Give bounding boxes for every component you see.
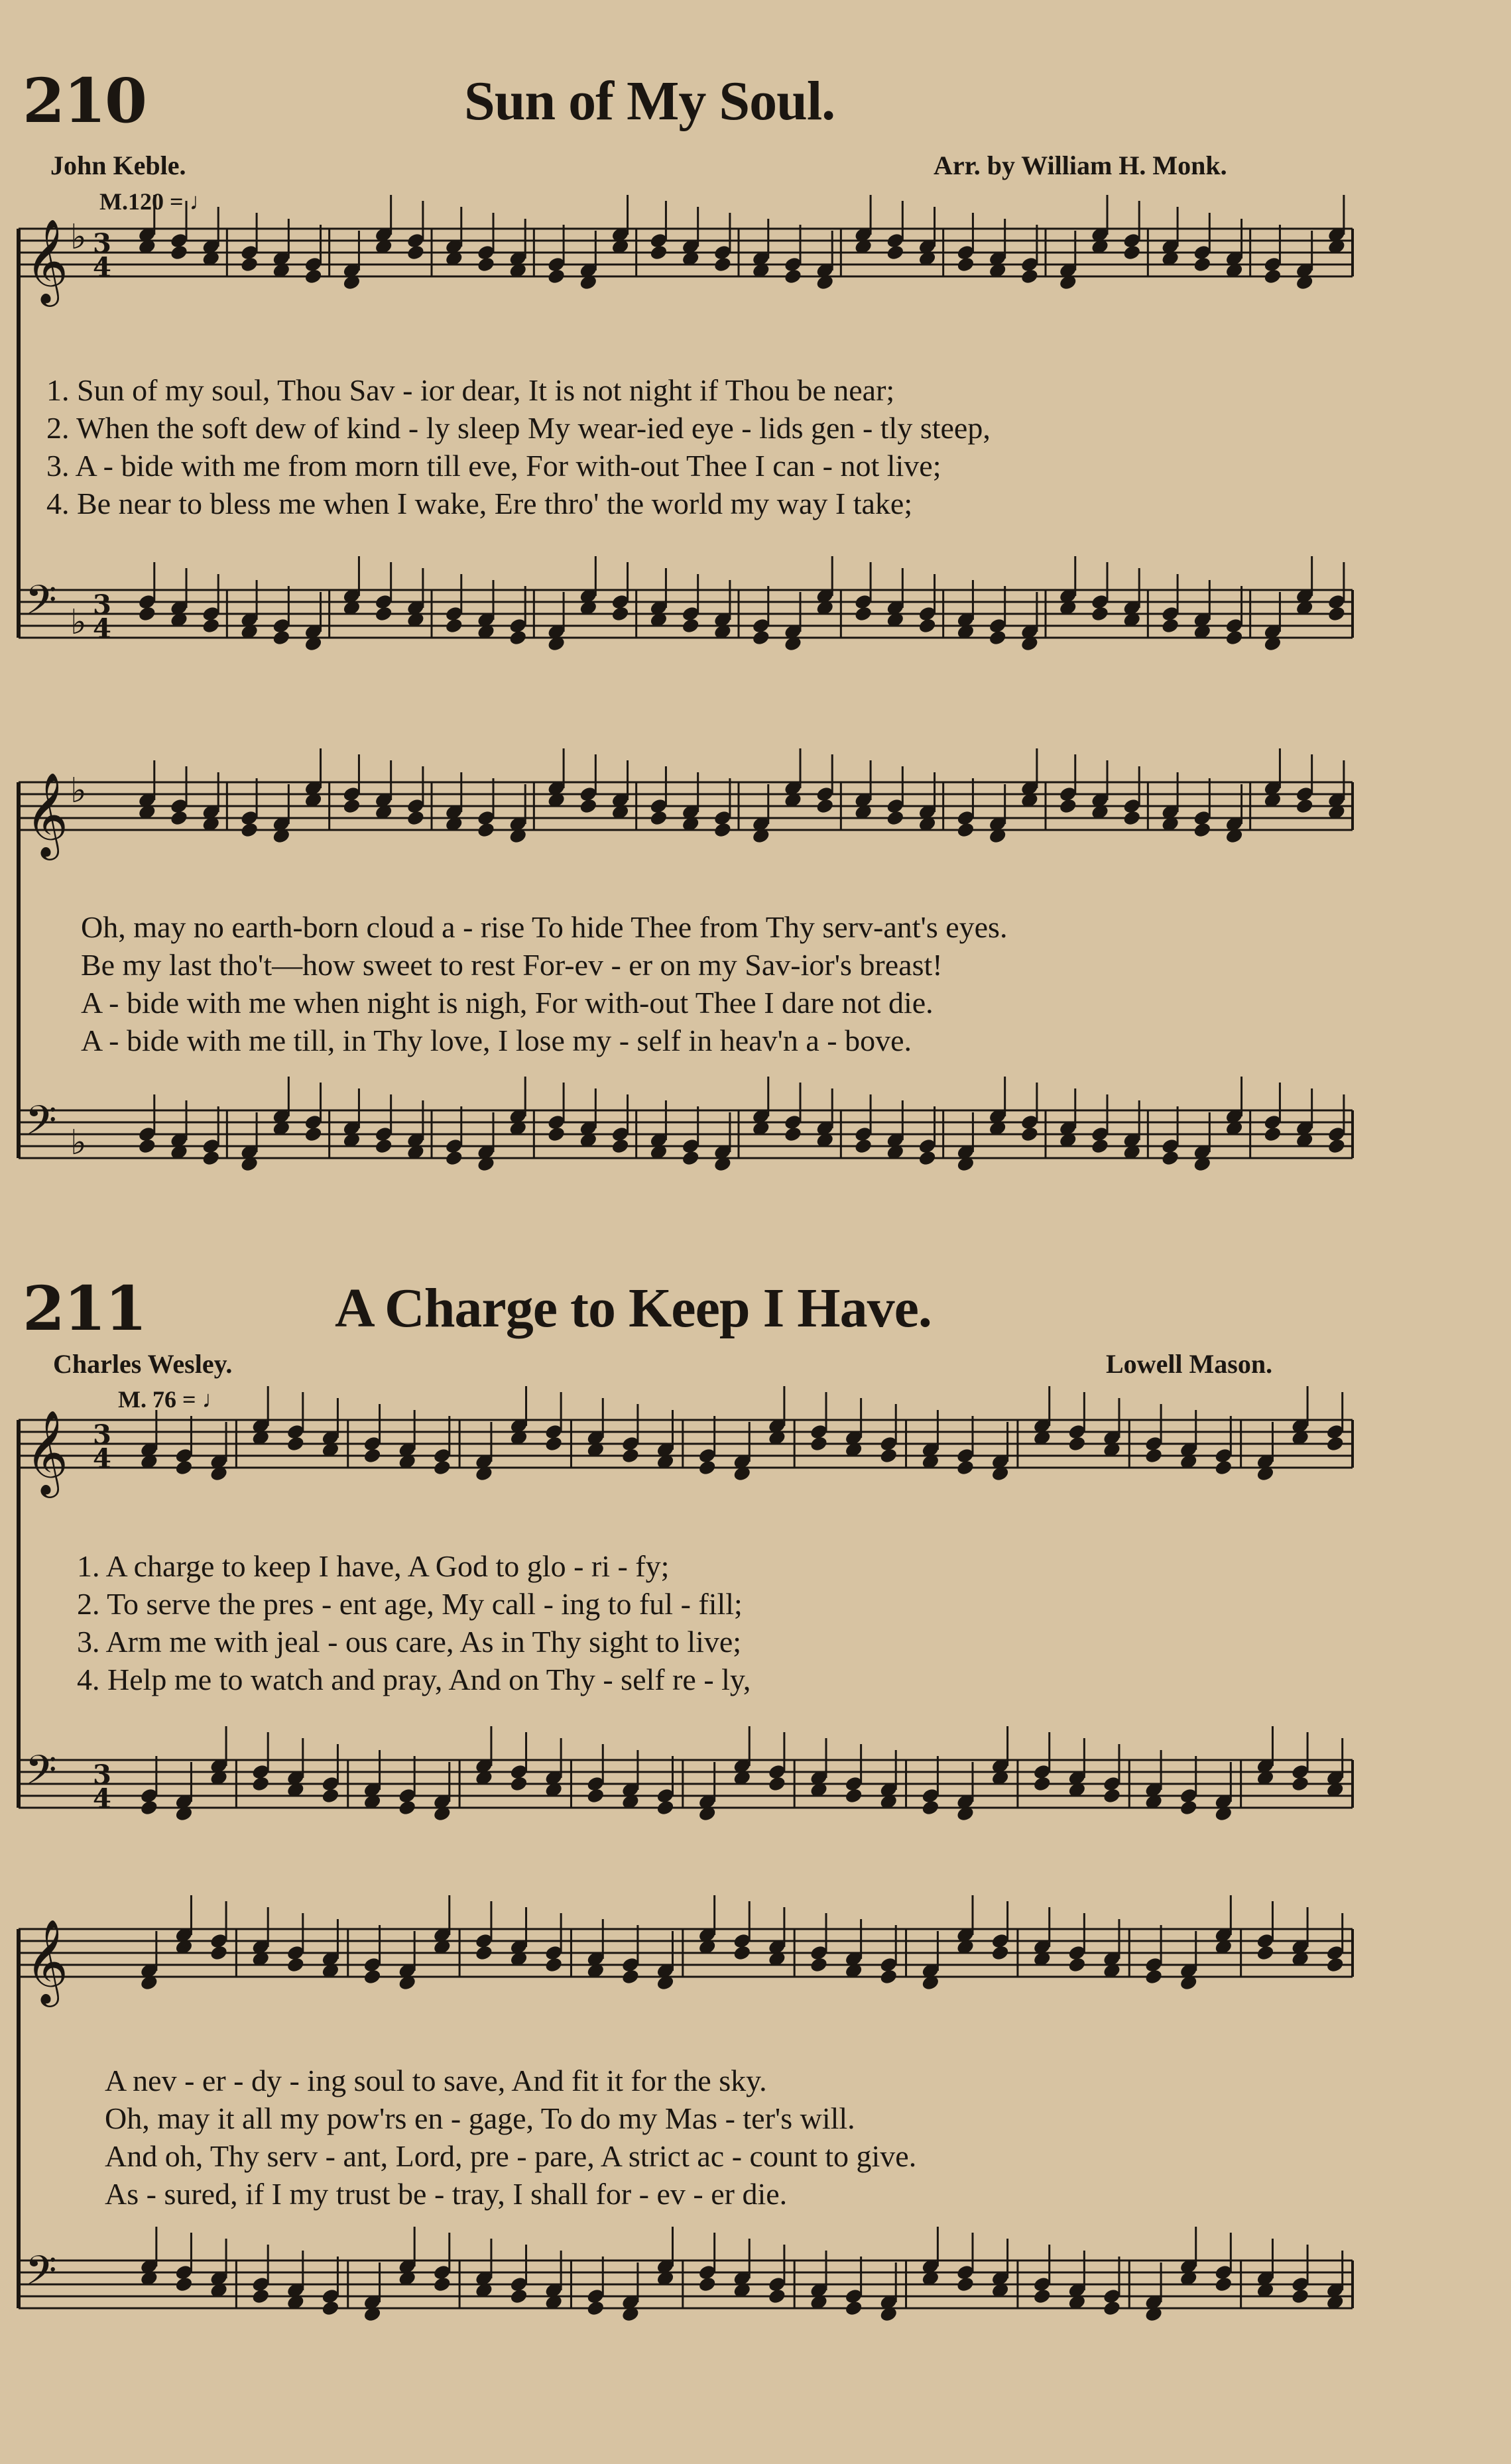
hymn-210-verses-part1 [46,371,1379,522]
note-head [239,821,259,839]
time-signature-top: 3 [93,1419,111,1450]
flat-icon: ♭ [70,603,87,642]
time-signature-bottom: 4 [93,1783,111,1814]
note-head [767,2288,786,2305]
note-head [955,1459,975,1476]
note-head [713,821,732,839]
time-signature-top: 3 [93,589,111,620]
note-head [783,268,802,285]
note-head [1290,2288,1309,2305]
note-head [406,244,425,261]
note-head [272,629,291,646]
treble-clef-icon: 𝄞 [25,772,69,856]
bass-clef-icon: 𝄢 [25,577,57,634]
note-head [432,2276,452,2293]
note-head [991,1944,1010,1962]
note-head [649,244,668,261]
note-head [853,605,873,622]
bass-clef-icon: 𝄢 [25,2247,57,2304]
note-head [697,2276,717,2293]
note-head [681,617,700,634]
hymn-211-number: 211 [23,1273,147,1344]
note-head [1295,797,1314,815]
note-head [374,605,393,622]
note-head [1256,1944,1275,1962]
note-head [1193,256,1212,273]
note-head [988,629,1007,646]
note-head [139,1799,158,1816]
hymn-211-verses-part2 [105,2062,1437,2213]
note-head [733,1944,752,1962]
note-head [544,1435,563,1452]
note-head [1290,1775,1309,1792]
note-head [304,268,323,285]
hymn-210-music-credit: Arr. by William H. Monk. [934,150,1227,180]
hymn-210-title: Sun of My Soul. [464,70,835,132]
hymn-211-verses-part1 [77,1547,1410,1698]
note-head [586,2300,605,2317]
note-head [509,1775,528,1792]
note-head [202,1149,221,1167]
note-head [1144,1447,1163,1464]
hymn-210-tempo: M.120 = ♩ [99,188,213,215]
verse-line: Be my last tho't—how sweet to rest For-ev - er on my Sav-ior's breast! [81,948,943,982]
note-head [321,1787,340,1804]
time-signature-top: 3 [93,1759,111,1790]
note-head [546,1126,566,1143]
note-head [474,1944,493,1962]
note-head [921,1799,940,1816]
note-head [286,1956,305,1973]
verse-line: Oh, may it all my pow'rs en - gage, To do my Mas - ter's will. [105,2101,855,2135]
note-head [476,256,495,273]
note-head [1225,629,1244,646]
note-head [363,1968,382,1985]
verse-line: 3. A - bide with me from morn till eve, For with-out Thee I can - not live; [46,449,941,483]
note-head [844,1787,863,1804]
note-head [363,1447,382,1464]
note-head [767,1775,786,1792]
verse-line: As - sured, if I my trust be - tray, I shall for - ev - er die. [105,2177,788,2211]
note-head [342,797,361,815]
verse-line: 2. When the soft dew of kind - ly sleep My wear-ied eye - lids gen - tly steep, [46,411,991,445]
note-head [137,1138,156,1155]
note-head [956,256,975,273]
note-head [1067,1956,1087,1973]
time-signature-top: 3 [93,228,111,259]
flat-icon: ♭ [70,771,87,811]
note-head [1263,268,1282,285]
note-head [174,2276,194,2293]
hymn-211-words-credit: Charles Wesley. [53,1349,233,1379]
treble-clef-icon: 𝄞 [25,218,69,303]
note-head [137,605,156,622]
hymn-211-music-credit: Lowell Mason. [1106,1349,1273,1379]
hymn-210-words-credit: John Keble. [50,150,186,180]
note-head [879,1447,898,1464]
note-head [251,2288,271,2305]
note-head [239,256,259,273]
note-head [544,1956,563,1973]
note-head [374,1138,393,1155]
note-head [1193,821,1212,839]
verse-line: 4. Help me to watch and pray, And on Thy - self re - ly, [77,1663,751,1696]
verse-line: A - bide with me when night is nigh, For with-out Thee I dare not die. [81,986,934,1020]
verse-line: 3. Arm me with jeal - ous care, As in Thy sight to live; [77,1625,742,1659]
note-head [621,1447,640,1464]
note-head [783,1126,802,1143]
hymn-211-tempo: M. 76 = ♩ [118,1386,226,1413]
note-head [1020,268,1039,285]
note-head [1214,1459,1233,1476]
note-head [955,2276,975,2293]
note-head [853,1138,873,1155]
note-head [713,256,732,273]
note-head [546,268,566,285]
bass-clef-icon: 𝄢 [25,1097,57,1154]
note-head [809,1435,828,1452]
note-head [1102,2300,1121,2317]
note-head [918,1149,937,1167]
hymn-210-number: 210 [23,65,147,137]
treble-clef-icon: 𝄞 [25,1409,69,1494]
verse-line: A nev - er - dy - ing soul to save, And fit it for the sky. [105,2064,767,2097]
note-head [1160,617,1179,634]
verse-line: And oh, Thy serv - ant, Lord, pre - pare, A strict ac - count to give. [105,2139,917,2173]
verse-line: 4. Be near to bless me when I wake, Ere thro' the world my way I take; [46,487,913,520]
note-head [611,1138,630,1155]
note-head [1122,244,1142,261]
note-head [169,244,188,261]
treble-clef-icon: 𝄞 [25,1918,69,2003]
flat-icon: ♭ [70,217,87,257]
note-head [1067,1435,1087,1452]
note-head [621,1968,640,1985]
note-head [918,617,937,634]
bass-clef-icon: 𝄢 [25,1747,57,1804]
note-head [304,1126,323,1143]
note-head [844,2300,863,2317]
verse-line: 1. A charge to keep I have, A God to glo - ri - fy; [77,1549,670,1583]
note-head [611,605,630,622]
note-head [1214,2276,1233,2293]
note-head [1090,605,1109,622]
note-head [444,617,463,634]
verse-line: A - bide with me till, in Thy love, I lose my - self in heav'n a - bove. [81,1024,912,1057]
note-head [1179,1799,1198,1816]
quarter-note-icon: ♩ [202,1386,226,1413]
quarter-note-icon: ♩ [189,188,213,215]
note-head [397,1799,416,1816]
note-head [444,1149,463,1167]
note-head [169,809,188,827]
note-head [1032,1775,1052,1792]
note-head [809,1956,828,1973]
verse-line: 1. Sun of my soul, Thou Sav - ior dear, It is not night if Thou be near; [46,373,895,407]
note-head [1090,1138,1109,1155]
time-signature-bottom: 4 [93,613,111,644]
note-head [956,821,975,839]
note-head [1325,1956,1345,1973]
verse-line: Oh, may no earth-born cloud a - rise To hide Thee from Thy serv-ant's eyes. [81,910,1008,944]
note-head [202,617,221,634]
note-head [886,244,905,261]
verse-line: 2. To serve the pres - ent age, My call - ing to ful - fill; [77,1587,743,1621]
note-head [476,821,495,839]
note-head [886,809,905,827]
note-head [1263,1126,1282,1143]
time-signature-bottom: 4 [93,1443,111,1474]
note-head [579,797,598,815]
hymn-211-title: A Charge to Keep I Have. [335,1277,932,1339]
note-head [432,1459,452,1476]
note-head [406,809,425,827]
note-head [509,629,528,646]
note-head [1325,1435,1345,1452]
note-head [321,2300,340,2317]
note-head [649,809,668,827]
note-head [209,1944,228,1962]
note-head [1327,1138,1346,1155]
note-head [681,1149,700,1167]
note-head [1122,809,1142,827]
note-head [174,1459,194,1476]
time-signature-bottom: 4 [93,252,111,283]
note-head [1020,1126,1039,1143]
note-head [879,1968,898,1985]
note-head [286,1435,305,1452]
note-head [1160,1149,1179,1167]
note-head [656,1799,675,1816]
note-head [509,2288,528,2305]
flat-icon: ♭ [70,1123,87,1163]
note-head [751,629,770,646]
hymn-210-verses-part2 [81,908,1414,1059]
note-head [1327,605,1346,622]
note-head [816,797,835,815]
note-head [1144,1968,1163,1985]
note-head [1058,797,1077,815]
note-head [1032,2288,1052,2305]
note-head [1102,1787,1121,1804]
note-head [697,1459,717,1476]
note-head [586,1787,605,1804]
note-head [251,1775,271,1792]
